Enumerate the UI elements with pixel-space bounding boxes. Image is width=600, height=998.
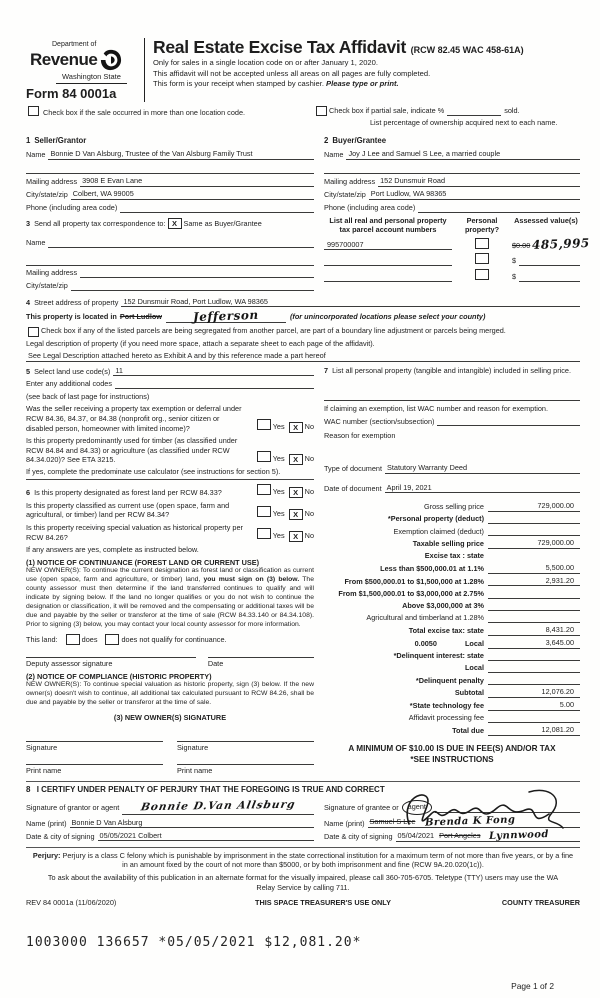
grantor-signature-handwritten: Bonnie D.Van Allsburg: [139, 798, 297, 814]
owner-printname-lines: Print name Print name: [26, 764, 314, 776]
fee-row-total-state: Total excise tax: state 8,431.20: [324, 625, 580, 636]
grantee-date: 05/04/2021: [397, 830, 435, 840]
new-owners-signature-title: (3) NEW OWNER(S) SIGNATURE: [113, 713, 227, 723]
fee-row-excise-header: Excise tax : state: [424, 551, 484, 561]
forest-no-checkbox: X: [289, 487, 303, 498]
same-as-buyer-checkbox: X: [168, 218, 182, 229]
reason-for-exemption-label: Reason for exemption: [324, 431, 396, 441]
property-section: 4 Street address of property 152 Dunsmuir Road, Port Ludlow, WA 98365 This property is located in Port Ludlow Jefferson (for unincorporated locations please select your county) Check box if any of the listed parcels are being segregated from another parcel, are part of a boundary line adjustment or parcels being merged. Legal description of property (if you need more space, attach a separate sheet to each page of the affidavit). See Legal Description attached hereto as Exhibit A and by this reference made a part hereof: [26, 297, 580, 362]
buyer-citystate-row: City/state/zip Port Ludlow, WA 98365: [324, 189, 580, 200]
parcel-table-header: List all real and personal property tax parcel account numbers Personal property? Assessed value(s): [329, 215, 578, 235]
parcel-row-3: $: [324, 269, 580, 282]
seller-citystate-row: City/state/zip Colbert, WA 99005: [26, 189, 314, 200]
fee-row-personal-deduct: *Personal property (deduct): [324, 514, 580, 524]
historic-question: Is this property receiving special valuation as historical property per RCW 84.26? Yes X No: [26, 522, 314, 542]
exemption-wac-note: If claiming an exemption, list WAC number and reason for exemption.: [324, 404, 549, 414]
grantee-handwritten-name: Brenda K Fong: [425, 814, 517, 829]
seller-citystate-value: Colbert, WA 99005: [72, 189, 134, 199]
document-type-value: Statutory Warranty Deed: [387, 462, 468, 472]
current-use-question: Is this property classified as current use (open space, farm and agricultural, or timber) land per RCW 84.34? Yes X No: [26, 500, 314, 520]
page-title: Real Estate Excise Tax Affidavit (RCW 82.45 WAC 458-61A): [153, 37, 524, 57]
grantor-printed-name: Bonnie D Van Alsburg: [71, 817, 143, 827]
ownership-note: List percentage of ownership acquired next to each name.: [370, 117, 558, 127]
exemption-question: Was the seller receiving a property tax exemption or deferral under RCW 84.36, 84.37, or 84.38 (nonprofit org., senior citizen or disabled person, homeowner with limited income)? Yes X No: [26, 404, 314, 433]
historic-no-checkbox: X: [289, 531, 303, 542]
parcel-number-value: 995700007: [324, 240, 452, 251]
segregated-checkbox: [28, 327, 39, 337]
seller-mailing-row: Mailing address 3908 E Evan Lane: [26, 176, 314, 187]
certify-statement: I CERTIFY UNDER PENALTY OF PERJURY THAT THE FOREGOING IS TRUE AND CORRECT: [36, 785, 385, 795]
fee-row-taxable: Taxable selling price 729,000.00: [324, 538, 580, 549]
if-yes-note: If any answers are yes, complete as instructed below.: [26, 545, 199, 555]
document-date-row: Date of document April 19, 2021: [324, 483, 580, 494]
correspondence-row: 3 Send all property tax correspondence to: X Same as Buyer/Grantee: [26, 218, 262, 228]
washington-state-label: Washington State: [56, 72, 127, 84]
section5: 5 Select land use code(s) 11 Enter any additional codes (see back of last page for instructions) Was the seller receiving a property tax exemption or deferral under RCW 84.36, 84.37, or 84.38 (nonprofit org., senior citizen or disabled person, homeowner with limited income)? Yes X No Is this property predominantly used for timber (as classified under RCW 84.84 and 84.33) or agriculture (as classified under RCW 84.34.020)? See ETA 3215. Yes X No If yes, complete the predominate use calculator (see instructions for section 5).: [26, 366, 314, 480]
correspondence-name-row: Name: [26, 238, 314, 248]
document-type-row: Type of document Statutory Warranty Deed: [324, 463, 580, 474]
seller-phone-row: Phone (including area code): [26, 203, 314, 213]
current-use-yes-checkbox: [257, 506, 271, 517]
grantee-city-printed: Port Angeles: [439, 830, 481, 840]
accessibility-note: To ask about the availability of this publication in an alternate format for the visually impaired, please call 360-705-6705. Teletype (TTY) users may use the WA Relay Service by calling 711.: [47, 873, 559, 892]
grantee-agent-circled: agent: [402, 800, 432, 815]
owner-signature-lines: Signature Signature: [26, 741, 314, 753]
notice2-paragraph: NEW OWNER(S): To continue special valuation as historic property, sign (3) below. If the new owner(s) doesn't wish to continue, all additional tax calculated pursuant to RCW 84.26, shall be due and payable by the seller or transferor at the time of sale.: [26, 681, 314, 707]
county-treasurer-label: COUNTY TREASURER: [501, 898, 580, 908]
seller-mailing-value: 3908 E Evan Lane: [82, 176, 143, 186]
dept-of-label: Department of: [52, 41, 97, 48]
notice1-paragraph: NEW OWNER(S): To continue the current designation as forest land or classification as current use (open space, farm and agriculture, or timber) land, you must sign on (3) below. The county assessor must then determine if the land transferred continues to qualify and will indicate by signing below. If the land no longer qualifies or you do not wish to continue the designation or classification, it will be removed and the compensating or additional taxes will be due and payable by the seller or transferor at the time of sale (RCW 84.33.140 or 84.34.108). Prior to signing (3) below, you may contact your local county assessor for more information.: [26, 567, 314, 629]
perjury-note: Perjury: Perjury is a class C felony which is punishable by imprisonment in the state correctional institution for a maximum term of not more than five years, or by a fine in an amount fixed by the court of not more than $5000, or by both imprisonment and fine (RCW 9A.20.020(1c)). To ask about the availability of this publication in an alternate format for the visually impaired, please call 360-705-6705. Teletype (TTY) users may use the WA Relay Service by calling 711.: [26, 847, 580, 893]
land-qualify-row: This land: does does not qualify for continuance.: [26, 634, 227, 644]
partial-sale-percent-blank: [447, 107, 501, 116]
fee-row-delinquent-penalty: *Delinquent penalty: [324, 675, 580, 685]
calculator-note: If yes, complete the predominate use calculator (see instructions for section 5).: [26, 467, 314, 480]
form-number: Form 84 0001a: [26, 85, 117, 101]
dor-logo-block: [26, 38, 144, 102]
county-note: (for unincorporated locations please select your county): [289, 311, 486, 321]
does-not-checkbox: [105, 634, 119, 645]
fee-row-gross: Gross selling price 729,000.00: [324, 501, 580, 512]
footer-row: [26, 898, 580, 908]
correspondence-citystate-row: City/state/zip: [26, 281, 314, 291]
timber-yes-checkbox: [257, 451, 271, 462]
multi-location-checkbox: [28, 106, 39, 116]
buyer-name-row: Name Joy J Lee and Samuel S Lee, a married couple: [324, 149, 580, 160]
seller-name-row: Name Bonnie D Van Alsburg, Trustee of the Van Alsburg Family Trust: [26, 149, 314, 160]
buyer-mailing-value: 152 Dunsmuir Road: [380, 176, 446, 186]
notice2-title: (2) NOTICE OF COMPLIANCE (HISTORIC PROPERTY): [26, 671, 212, 681]
form-header: [26, 38, 580, 102]
buyer-mailing-row: Mailing address 152 Dunsmuir Road: [324, 176, 580, 187]
fee-row-local: 0.0050 Local 3,645.00: [324, 638, 580, 649]
page-number: Page 1 of 2: [511, 981, 554, 992]
see-instructions-note: *SEE INSTRUCTIONS: [410, 754, 494, 764]
legal-description-label: Legal description of property (if you need more space, attach a separate sheet to each page of the affidavit).: [26, 338, 375, 348]
fee-row-agricultural: Agricultural and timberland at 1.28%: [324, 613, 580, 623]
does-checkbox: [66, 634, 80, 645]
buyer-heading: Buyer/Grantee: [332, 136, 387, 146]
fee-row-delinquent-local: Local: [324, 663, 580, 673]
land-use-code-value: 11: [115, 365, 123, 375]
grantee-city-handwritten: Lynnwood: [488, 828, 549, 842]
partial-sale-checkbox: [316, 106, 327, 116]
legal-description-value: See Legal Description attached hereto as Exhibit A and by this reference made a part hereof: [28, 350, 326, 360]
exemption-no-checkbox: X: [289, 422, 303, 433]
revenue-wordmark: Revenue: [30, 50, 98, 70]
assessed-value-printed: $0.00: [512, 240, 531, 250]
see-back-note: (see back of last page for instructions): [26, 391, 150, 401]
fee-row-tech-fee: *State technology fee 5.00: [324, 700, 580, 711]
correspondence-name-continuation-line: [26, 256, 314, 266]
document-date-value: April 19, 2021: [386, 482, 432, 492]
personal-property-blank-line: [324, 391, 580, 401]
personal-property-checkbox-3: [475, 269, 489, 280]
buyer-section: 2 Buyer/Grantee Name Joy J Lee and Samuel S Lee, a married couple Mailing address 152 Dunsmuir Road City/state/zip Port Ludlow, WA 98365 Phone (including area code) List all real and personal property tax parcel account numbers Personal property? Assessed value(s) 995700007 $0.00 485,995 $ $: [324, 136, 591, 281]
located-in-printed: Port Ludlow: [119, 311, 162, 321]
rev-number: REV 84 0001a (11/06/2020): [26, 898, 117, 908]
parcel-row-1: [324, 235, 591, 252]
rcw-reference: (RCW 82.45 WAC 458-61A): [410, 45, 524, 55]
seller-section: 1 Seller/Grantor Name Bonnie D Van Alsburg, Trustee of the Van Alsburg Family Trust Mailing address 3908 E Evan Lane City/state/zip Colbert, WA 99005 Phone (including area code) 3 Send all property tax correspondence to: X Same as Buyer/Grantee Name Mailing address City/state/zip: [26, 131, 314, 290]
deputy-assessor-row: Deputy assessor signature Date: [26, 657, 314, 669]
wac-number-row: WAC number (section/subsection): [324, 416, 580, 426]
multi-location-checkbox-row: Check box if the sale occurred in more than one location code.: [26, 106, 314, 128]
fee-row-exemption-deduct: Exemption claimed (deduct): [324, 526, 580, 536]
seller-heading: Seller/Grantor: [34, 136, 87, 146]
forest-yes-checkbox: [257, 484, 271, 495]
treasurer-space-label: THIS SPACE TREASURER'S USE ONLY: [255, 898, 391, 908]
minimum-fee-note: A MINIMUM OF $10.00 IS DUE IN FEE(S) AND/OR TAX: [348, 743, 556, 753]
fee-row-processing-fee: Affidavit processing fee: [324, 713, 580, 723]
dor-swirl-logo-icon: [99, 49, 123, 71]
assessed-value-handwritten: 485,995: [532, 235, 591, 252]
section6: [26, 484, 314, 776]
fee-row-bracket2: From $500,000.01 to $1,500,000 at 1.28% 2,931.20: [324, 576, 580, 587]
fee-row-subtotal: Subtotal 12,076.20: [324, 687, 580, 698]
street-address-value: 152 Dunsmuir Road, Port Ludlow, WA 98365: [123, 296, 268, 306]
buyer-name-continuation-line: [324, 164, 580, 174]
certification-section: 8 I CERTIFY UNDER PENALTY OF PERJURY THAT THE FOREGOING IS TRUE AND CORRECT Signature of grantor or agent Bonnie D.Van Allsburg Name (print) Bonnie D Van Alsburg Date & city of signing 05/05/2021 Colbert Signature of grantee or agent Name (print) Samuel S Lee Brenda K Fong Date & city of signing 05/04/2021 Port Angeles Lynnwood: [26, 781, 580, 842]
grantee-signature-block: Signature of grantee or agent Name (print) Samuel S Lee Brenda K Fong Date & city of signing 05/04/2021 Port Angeles Lynnwood: [324, 798, 580, 842]
header-note-1: Only for sales in a single location code on or after January 1, 2020.: [153, 58, 378, 68]
header-note-3: This form is your receipt when stamped by cashier. Please type or print.: [153, 78, 399, 88]
treasurer-stamp: 1003000 136657 *05/05/2021 $12,081.20*: [26, 934, 362, 950]
historic-yes-checkbox: [257, 528, 271, 539]
seller-name-continuation-line: [26, 164, 314, 174]
fee-row-total-due: Total due 12,081.20: [324, 725, 580, 736]
notice1-title: (1) NOTICE OF CONTINUANCE (FOREST LAND OR CURRENT USE): [26, 557, 260, 567]
personal-property-checkbox-2: [475, 253, 489, 264]
county-handwritten: Jefferson: [166, 310, 286, 324]
buyer-citystate-value: Port Ludlow, WA 98365: [370, 189, 447, 199]
fee-row-bracket3: From $1,500,000.01 to $3,000,000 at 2.75%: [324, 589, 580, 599]
seller-name-value: Bonnie D Van Alsburg, Trustee of the Van Alsburg Family Trust: [50, 149, 253, 159]
fee-table: [324, 501, 580, 736]
exemption-yes-checkbox: [257, 419, 271, 430]
buyer-phone-row: Phone (including area code): [324, 203, 580, 213]
parcel-row-2: $: [324, 253, 580, 266]
partial-sale-row: Check box if partial sale, indicate % sold. List percentage of ownership acquired next to each name.: [314, 106, 580, 128]
section7: 7 List all personal property (tangible and intangible) included in selling price. If claiming an exemption, list WAC number and reason for exemption. WAC number (section/subsection) Reason for exemption: [324, 366, 580, 441]
grantor-signature-block: Signature of grantor or agent Bonnie D.Van Allsburg Name (print) Bonnie D Van Alsburg Date & city of signing 05/05/2021 Colbert: [26, 798, 314, 842]
fee-row-delinquent-interest: *Delinquent interest: state: [324, 651, 580, 661]
timber-no-checkbox: X: [289, 454, 303, 465]
timber-question: Is this property predominantly used for timber (as classified under RCW 84.84 and 84.33) or agriculture (as classified under RCW 84.34.020)? See ETA 3215. Yes X No: [26, 436, 314, 465]
buyer-name-value: Joy J Lee and Samuel S Lee, a married couple: [348, 149, 501, 159]
current-use-no-checkbox: X: [289, 509, 303, 520]
forest-land-question: 6 Is this property designated as forest land per RCW 84.33? Yes X No: [26, 484, 314, 498]
header-note-2: This affidavit will not be accepted unless all areas on all pages are fully completed.: [153, 68, 431, 78]
personal-property-checkbox-1: [475, 238, 489, 249]
grantee-printed-name: Samuel S Lee: [369, 817, 416, 827]
fee-row-bracket1: Less than $500,000.01 at 1.1% 5,500.00: [324, 563, 580, 574]
fee-row-bracket4: Above $3,000,000 at 3%: [324, 601, 580, 611]
grantor-date-city: 05/05/2021 Colbert: [99, 830, 162, 840]
correspondence-mailing-row: Mailing address: [26, 268, 314, 278]
